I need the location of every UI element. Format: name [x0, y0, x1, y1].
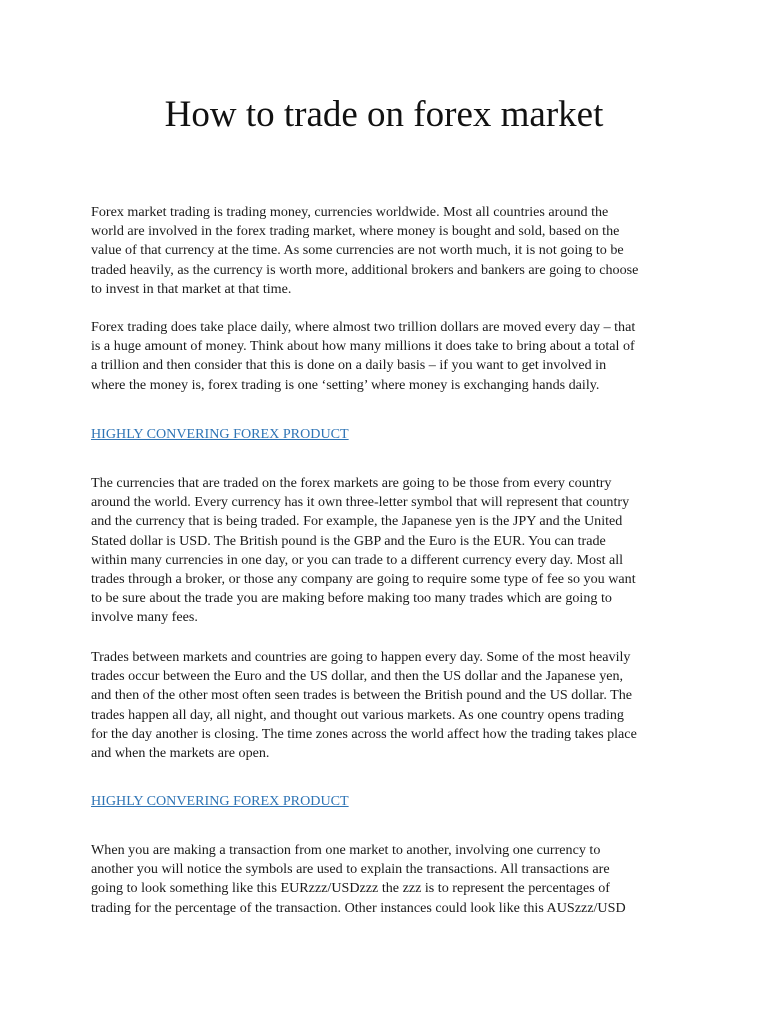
paragraph-transactions	[91, 841, 691, 918]
text-line: for the day another is closing. The time zones across the world affect how the trading takes place	[91, 725, 637, 742]
text-line: world are involved in the forex trading market, where money is bought and sold, based on the	[91, 223, 620, 240]
text-line: to invest in that market at that time.	[91, 280, 292, 297]
paragraph-trade-pairs	[91, 648, 691, 763]
text-line: and when the markets are open.	[91, 745, 270, 762]
text-line: around the world. Every currency has it own three-letter symbol that will represent that country	[91, 494, 630, 511]
paragraph-intro	[91, 203, 691, 299]
text-line: When you are making a transaction from one market to another, involving one currency to	[91, 842, 601, 858]
forex-product-link-1[interactable]: HIGHLY CONVERING FOREX PRODUCT	[91, 426, 349, 442]
text-line: another you will notice the symbols are used to explain the transactions. All transactions are	[91, 861, 610, 878]
text-line: within many currencies in one day, or you can trade to a different currency every day. Most all	[91, 551, 624, 568]
text-line: Forex market trading is trading money, currencies worldwide. Most all countries around the	[91, 204, 609, 220]
text-line: traded heavily, as the currency is worth more, additional brokers and bankers are going to choose	[91, 261, 639, 278]
text-line: Forex trading does take place daily, where almost two trillion dollars are moved every day – that	[91, 319, 636, 335]
text-line: is a huge amount of money. Think about how many millions it does take to bring about a total of	[91, 338, 635, 355]
text-line: where the money is, forex trading is one ‘setting’ where money is exchanging hands daily.	[91, 376, 600, 393]
text-line: to be sure about the trade you are making before making too many trades which are going to	[91, 590, 612, 607]
text-line: and then of the other most often seen trades is between the British pound and the US dollar. The	[91, 687, 633, 704]
text-line: trades occur between the Euro and the US dollar, and then the US dollar and the Japanese yen,	[91, 668, 624, 685]
text-line: Stated dollar is USD. The British pound is the GBP and the Euro is the EUR. You can trade	[91, 532, 606, 549]
text-line: going to look something like this EURzzz/USDzzz the zzz is to represent the percentages of	[91, 880, 610, 897]
text-line: The currencies that are traded on the forex markets are going to be those from every country	[91, 475, 612, 491]
text-line: trades happen all day, all night, and thought out various markets. As one country opens trading	[91, 706, 624, 723]
text-line: and the currency that is being traded. For example, the Japanese yen is the JPY and the United	[91, 513, 623, 530]
text-line: value of that currency at the time. As some currencies are not worth much, it is not going to be	[91, 242, 624, 259]
document-title: How to trade on forex market	[164, 94, 604, 135]
forex-product-link-2[interactable]: HIGHLY CONVERING FOREX PRODUCT	[91, 793, 349, 809]
text-line: trading for the percentage of the transaction. Other instances could look like this AUSzzz/USD	[91, 899, 626, 916]
text-line: Trades between markets and countries are going to happen every day. Some of the most heavily	[91, 649, 631, 665]
text-line: a trillion and then consider that this is done on a daily basis – if you want to get involved in	[91, 357, 607, 374]
text-line: trades through a broker, or those any company are going to require some type of fee so you want	[91, 571, 636, 588]
paragraph-currency-symbols	[91, 474, 691, 628]
text-line: involve many fees.	[91, 609, 198, 626]
paragraph-daily-volume	[91, 318, 691, 395]
